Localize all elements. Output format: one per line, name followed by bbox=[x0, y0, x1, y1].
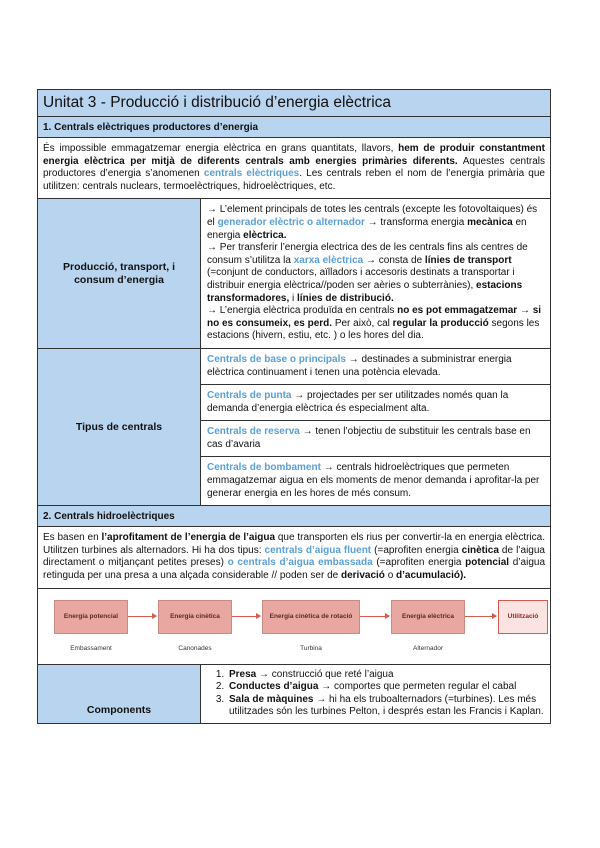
diagram-caption: Embassament bbox=[70, 644, 112, 652]
section-2-heading: 2. Centrals hidroelèctriques bbox=[37, 506, 551, 527]
text-run: → L’energia elèctrica produïda en centrals bbox=[207, 305, 398, 317]
text-run: elèctrica. bbox=[243, 229, 287, 241]
tipus-item-name: Centrals de base o principals bbox=[207, 353, 346, 365]
component-item bbox=[227, 694, 544, 719]
text-run: en energia bbox=[207, 216, 527, 241]
text-run: derivació bbox=[341, 570, 385, 582]
text-run: Es basen en bbox=[43, 532, 102, 544]
diagram-arrow bbox=[360, 616, 389, 617]
component-name: Presa bbox=[229, 668, 257, 680]
tipus-item bbox=[201, 421, 550, 457]
text-run: Per això, cal bbox=[332, 317, 393, 329]
section-1-heading: 1. Centrals elèctriques productores d’energia bbox=[37, 117, 551, 138]
diagram-arrow bbox=[465, 616, 496, 617]
text-run: o centrals d’aigua embassada bbox=[227, 557, 373, 569]
component-desc: → comportes que permeten regular el cabal bbox=[318, 681, 517, 693]
text-run: . Les centrals reben el nom de l’energia primària que utilitzen: centrals nuclears, termoelèctriques, hidroelèctriques, etc. bbox=[43, 168, 545, 192]
text-run: → Per transferir l’energia electrica des de les centrals fins als centres de consum s’utilitza la bbox=[207, 242, 528, 266]
text-run: → consta de bbox=[363, 254, 425, 266]
text-run: línies de distribució. bbox=[297, 292, 394, 304]
tipus-item bbox=[201, 385, 550, 421]
tipus-item-name: Centrals de reserva bbox=[207, 426, 300, 438]
document-sheet bbox=[37, 89, 551, 724]
text-run: no es pot emmagatzemar → si no es consumeix, es perd. bbox=[207, 305, 542, 329]
energy-flow-diagram bbox=[37, 589, 551, 665]
components-row bbox=[37, 665, 551, 724]
text-run: xarxa elèctrica bbox=[293, 254, 364, 266]
component-desc: → construcció que reté l’aigua bbox=[256, 668, 394, 680]
diagram-caption: Canonades bbox=[178, 644, 212, 652]
text-run: de l’aigua directament o mitjançant petites preses) bbox=[43, 544, 545, 569]
tipus-item-desc: → tenen l’objectiu de substituir les centrals base en cas d’avaria bbox=[207, 426, 531, 450]
components-label: Components bbox=[38, 665, 201, 723]
text-run: (=conjunt de conductors, aïlladors i accesoris destinats a transportar i distribuir energia elèctrica//poden ser aèries o subterrànies), bbox=[207, 267, 515, 291]
tipus-item-name: Centrals de bombament bbox=[207, 462, 321, 474]
tipus-item-name: Centrals de punta bbox=[207, 390, 292, 402]
text-run: regular la producció bbox=[392, 317, 489, 329]
text-run: (=aprofiten energia bbox=[372, 557, 466, 569]
text-run: l’aprofitament de l’energia de l’aigua bbox=[101, 532, 276, 544]
diagram-box: Utilització bbox=[498, 600, 548, 634]
text-run: centrals elèctriques bbox=[203, 168, 300, 180]
tipus-item bbox=[201, 349, 550, 385]
text-run: d’aigua retinguda per una presa a una alçada considerable // poden ser de bbox=[43, 557, 546, 582]
components-list bbox=[201, 665, 550, 723]
tipus-item-desc: → centrals hidroelèctriques que permeten emmagatzemar aigua en els moments de menor demanda i aprofitar-la per generar energia en les hores de més consum. bbox=[207, 462, 540, 499]
diagram-arrow bbox=[232, 616, 260, 617]
component-name: Conductes d’aigua bbox=[229, 681, 319, 693]
text-run: estacions transformadores, bbox=[207, 279, 523, 304]
text-run: potencial bbox=[465, 557, 510, 569]
text-run: i bbox=[289, 292, 298, 304]
text-run: És impossible emmagatzemar energia elèctrica en grans quantitats, llavors, bbox=[43, 143, 399, 154]
diagram-box: Energia elèctrica bbox=[391, 600, 465, 634]
text-run: cinètica bbox=[461, 544, 499, 556]
text-run: → L’element principals de totes les centrals (excepte les fotovoltaiques) és el bbox=[207, 204, 538, 228]
tipus-label: Tipus de centrals bbox=[38, 349, 201, 505]
text-run: línies de transport bbox=[424, 254, 512, 266]
diagram-box: Energia potencial bbox=[54, 600, 128, 634]
text-run: mecànica bbox=[467, 216, 513, 228]
component-name: Sala de màquines bbox=[229, 693, 314, 705]
text-run: que transporten els rius per convertir-la en energia elèctrica. Utilitzen turbines als alternadors. Hi ha dos tipus: bbox=[43, 532, 545, 556]
tipus-row bbox=[37, 349, 551, 506]
diagram-caption: Turbina bbox=[300, 644, 322, 652]
text-run: segons les estacions (hivern, estiu, etc. ) o les hores del dia. bbox=[207, 317, 540, 342]
text-run: (=aprofiten energia bbox=[371, 544, 462, 556]
diagram-box: Energia cinètica de rotació bbox=[262, 600, 360, 634]
produccio-content bbox=[201, 199, 550, 348]
component-item bbox=[227, 681, 544, 694]
text-run: → transforma energia bbox=[364, 216, 468, 228]
tipus-item bbox=[201, 457, 550, 505]
text-run: generador elèctric o alternador bbox=[217, 216, 365, 228]
text-run: d’acumulació). bbox=[396, 570, 467, 582]
text-run: Aquestes centrals productores d’energia s’anomenen bbox=[43, 155, 546, 180]
diagram-box: Energia cinètica bbox=[158, 600, 232, 634]
page-title: Unitat 3 - Producció i distribució d’energia elèctrica bbox=[37, 89, 551, 117]
produccio-row bbox=[37, 199, 551, 349]
tipus-item-desc: → destinades a subministrar energia elèctrica continuament i tenen una potència elevada. bbox=[207, 353, 512, 378]
diagram-caption: Alternador bbox=[413, 644, 443, 652]
text-run: o bbox=[384, 570, 397, 582]
section-2-intro bbox=[37, 527, 551, 588]
component-desc: → hi ha els truboalternadors (=turbines). Les més utilitzades són les turbines Pelton, i després estan les Francis i Kaplan. bbox=[229, 693, 544, 718]
text-run: centrals d’aigua fluent bbox=[264, 544, 372, 556]
tipus-item-desc: → projectades per ser utilitzades només quan la demanda d’energia elèctrica és especialment alta. bbox=[207, 390, 509, 414]
diagram-arrow bbox=[128, 616, 156, 617]
tipus-list bbox=[201, 349, 550, 505]
component-item bbox=[227, 669, 544, 682]
produccio-label: Producció, transport, i consum d’energia bbox=[38, 199, 201, 348]
section-1-intro bbox=[37, 138, 551, 199]
text-run: hem de produir constantment energia elèctrica per mitjà de diferents centrals amb energies primàries diferents. bbox=[43, 143, 545, 167]
